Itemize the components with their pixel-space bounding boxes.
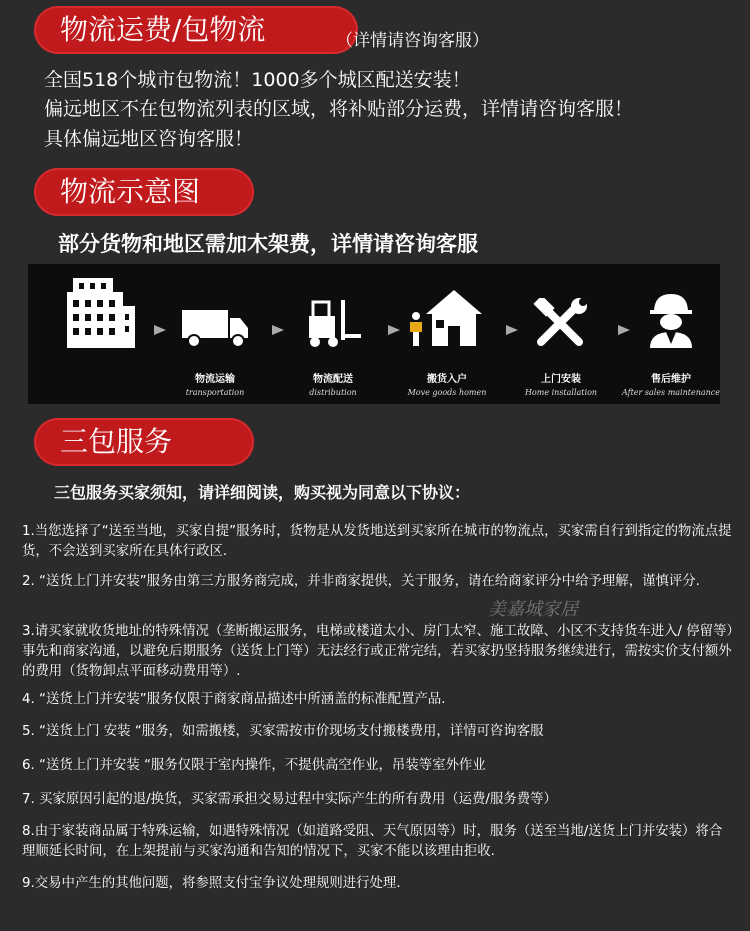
step-label-en: transportation — [185, 388, 245, 397]
term-item — [22, 790, 734, 810]
step-label: 物流配送 — [313, 374, 353, 385]
intro-line-1: 全国518个城市包物流！1000多个城区配送安装！ — [44, 69, 471, 91]
house-icon — [392, 274, 502, 348]
term-item — [22, 622, 734, 682]
term-text: 3.请买家就收货地址的特殊情况（垄断搬运服务，电梯或楼道太小、房门太窄、施工故障、小区不支持货车进入/ 停留等）事先和商家沟通，以避免后期服务（送货上门等）无法经行或正常完结，若买家扔坚持服务继续进行，需按实价支付额外的费用（货物卸点平面移动费用等）. — [22, 624, 734, 679]
term-text: 5. “送货上门 安装 “服务，如需搬楼，买家需按市价现场支付搬楼费用，详情可咨询客服 — [22, 724, 544, 739]
section-title-logistics-fee — [34, 6, 358, 54]
section-title-text: 物流示意图 — [60, 175, 201, 208]
term-item — [22, 822, 734, 862]
section-title-warranty — [34, 418, 254, 466]
term-text: 7. 买家原因引起的退/换货，买家需承担交易过程中实际产生的所有费用（运费/服务费等） — [22, 792, 557, 807]
flow-step-warehouse — [46, 274, 156, 348]
term-item — [22, 522, 734, 562]
section-title-text: 物流运费/包物流 — [60, 13, 266, 46]
consult-note: （详情请咨询客服） — [336, 31, 489, 51]
term-text: 9.交易中产生的其他问题，将参照支付宝争议处理规则进行处理. — [22, 876, 401, 891]
tools-icon — [506, 274, 616, 348]
step-label: 物流运输 — [195, 374, 235, 385]
section-title-text: 三包服务 — [60, 425, 173, 458]
intro-line-2: 偏远地区不在包物流列表的区域，将补贴部分运费，详情请咨询客服！ — [44, 98, 634, 120]
section-title-logistics-diagram — [34, 168, 254, 216]
flow-step-move-home — [392, 274, 502, 397]
wood-frame-note: 部分货物和地区需加木架费，详情请咨询客服 — [58, 232, 478, 256]
forklift-icon — [278, 274, 388, 348]
step-label: 搬货入户 — [427, 374, 467, 385]
step-label: 售后维护 — [651, 374, 691, 385]
flow-step-distribution — [278, 274, 388, 397]
term-item — [22, 756, 734, 776]
term-item — [22, 874, 734, 894]
step-label-en: After sales maintenance — [621, 388, 721, 397]
term-text: 2. “送货上门并安装”服务由第三方服务商完成，并非商家提供，关于服务，请在给商家评分中给予理解，谨慎评分. — [22, 574, 700, 589]
intro-line-3: 具体偏远地区咨询客服！ — [44, 128, 254, 150]
term-text: 8.由于家装商品属于特殊运输，如遇特殊情况（如道路受阻、天气原因等）时，服务（送至当地/送货上门并安装）将合理顺延长时间，在上架提前与买家沟通和告知的情况下，买家不能以该理由拒收. — [22, 824, 723, 859]
term-text: 4. “送货上门并安装”服务仅限于商家商品描述中所涵盖的标准配置产品. — [22, 692, 446, 707]
term-text: 6. “送货上门并安装 “服务仅限于室内操作，不提供高空作业，吊装等室外作业 — [22, 758, 486, 773]
truck-icon — [160, 274, 270, 348]
term-text: 1.当您选择了“送至当地，买家自提”服务时，货物是从发货地送到买家所在城市的物流点，买家需自行到指定的物流点提货，不会送到买家所在具体行政区. — [22, 524, 732, 559]
worker-icon — [616, 274, 726, 348]
step-label-en: distribution — [309, 388, 357, 397]
flow-step-after-sales — [616, 274, 726, 397]
term-item — [22, 572, 734, 592]
step-label-en: Home installation — [524, 388, 598, 397]
term-item — [22, 690, 734, 710]
step-label: 上门安装 — [541, 374, 581, 385]
step-label-en: Move goods homen — [407, 388, 487, 397]
flow-step-installation — [506, 274, 616, 397]
flow-step-transportation — [160, 274, 270, 397]
logistics-flow-band — [28, 264, 720, 404]
watermark: 美嘉城家居 — [488, 599, 578, 620]
term-item — [22, 722, 734, 742]
buyer-notice-heading: 三包服务买家须知，请详细阅读，购买视为同意以下协议： — [54, 483, 471, 502]
warehouse-building-icon — [46, 274, 156, 348]
